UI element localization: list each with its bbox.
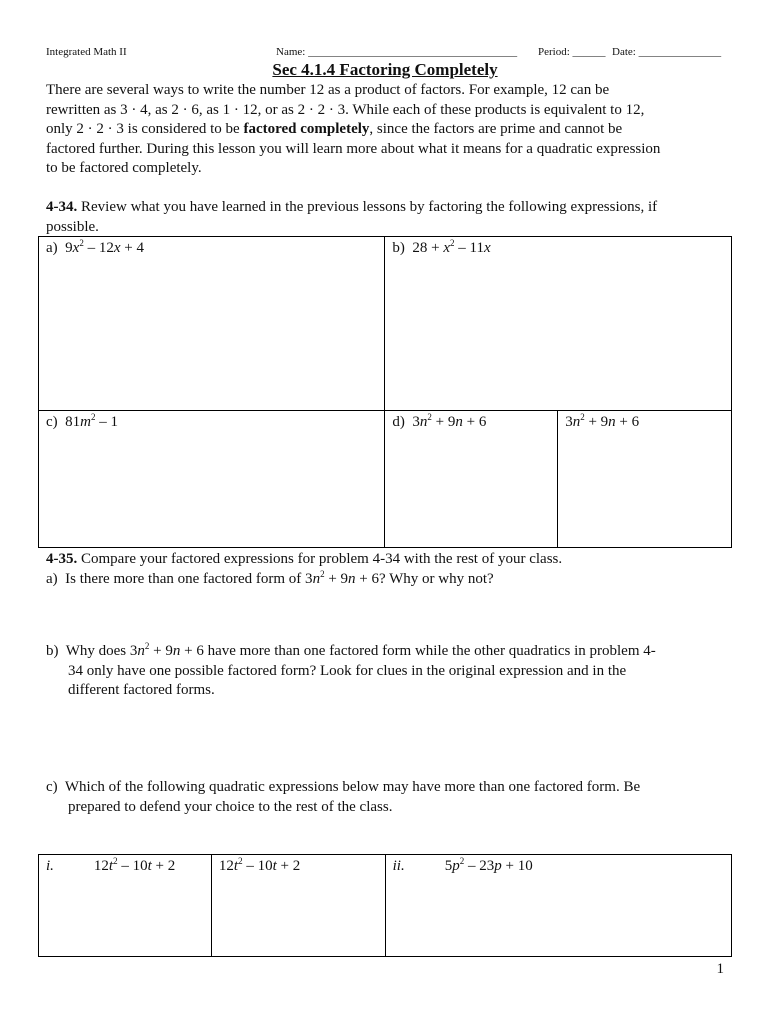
expression-d: d) $3n^2 + 9n + 6$: [392, 412, 487, 430]
page-number: 1: [716, 961, 724, 977]
intro-text: only 2 · 2 · 3 is considered to be: [46, 121, 244, 137]
expression-d-copy: $3n^2 + 9n + 6$: [565, 412, 640, 430]
period-field[interactable]: Period: ______: [538, 46, 606, 58]
part-ii-cell[interactable]: [385, 855, 731, 957]
problem-4-34-prompt: [46, 198, 736, 237]
expression-b: b) $28 + x^2 - 11x$: [392, 238, 491, 256]
part-d-cell[interactable]: [385, 411, 558, 548]
factored-completely-term: factored completely: [243, 121, 370, 137]
problem-text: Compare your factored expressions for problem 4-34 with the rest of your class.: [77, 551, 563, 567]
part-c-cell[interactable]: [39, 411, 385, 548]
intro-line: There are several ways to write the number 12 as a product of factors. For example, 12 can be: [46, 82, 610, 98]
part-i-second-cell[interactable]: [211, 855, 385, 957]
page-title: Sec 4.1.4 Factoring Completely: [272, 60, 498, 79]
expression-i: i. $12t^2 - 10t + 2$: [46, 856, 176, 874]
expression-a: a) $9x^2 - 12x + 4$: [46, 238, 144, 256]
problem-4-35-prompt: [46, 550, 736, 589]
intro-line: rewritten as 3 · 4, as 2 · 6, as 1 · 12, or as 2 · 2 · 3. While each of these products is equivalent to 12,: [46, 101, 645, 118]
question-b: b) Why does $3n^2 + 9n + 6$ have more than one factored form while the other quadratics in problem 4- 34 only have one possible factored form? Look for clues in the original expression and in the different factored forms.: [46, 641, 656, 698]
intro-text: , since the factors are prime and cannot be: [369, 121, 623, 137]
intro-paragraph: [46, 81, 736, 179]
intro-line: [46, 120, 736, 140]
question-a: a) Is there more than one factored form of $3n^2 + 9n + 6$? Why or why not?: [46, 568, 494, 587]
expression-ii: ii. $5p^2 - 23p + 10$: [392, 856, 533, 874]
problem-4-35c-table: [38, 854, 732, 957]
problem-text: possible.: [46, 218, 99, 235]
course-label: Integrated Math II: [46, 46, 127, 58]
problem-number: 4-35.: [46, 551, 78, 567]
intro-line: to be factored completely.: [46, 160, 202, 176]
part-i-cell[interactable]: [39, 855, 212, 957]
intro-line: factored further. During this lesson you will learn more about what it means for a quadratic expression: [46, 140, 661, 157]
part-b-cell[interactable]: [385, 237, 732, 411]
expression-i-copy: $12t^2 - 10t + 2$: [218, 856, 301, 874]
question-c: c) Which of the following quadratic expressions below may have more than one factored form. Be prepared to defend your choice to the rest of the class.: [46, 779, 641, 815]
problem-4-34-table: [38, 236, 732, 548]
problem-text: Review what you have learned in the previous lessons by factoring the following expressions, if: [77, 199, 658, 215]
expression-c: c) $81m^2 - 1$: [46, 412, 118, 430]
name-field[interactable]: Name: ______________________________________: [276, 46, 518, 58]
part-d-second-cell[interactable]: [558, 411, 732, 548]
date-field[interactable]: Date: _______________: [612, 46, 722, 58]
part-a-cell[interactable]: [39, 237, 385, 411]
problem-number: 4-34.: [46, 199, 78, 215]
